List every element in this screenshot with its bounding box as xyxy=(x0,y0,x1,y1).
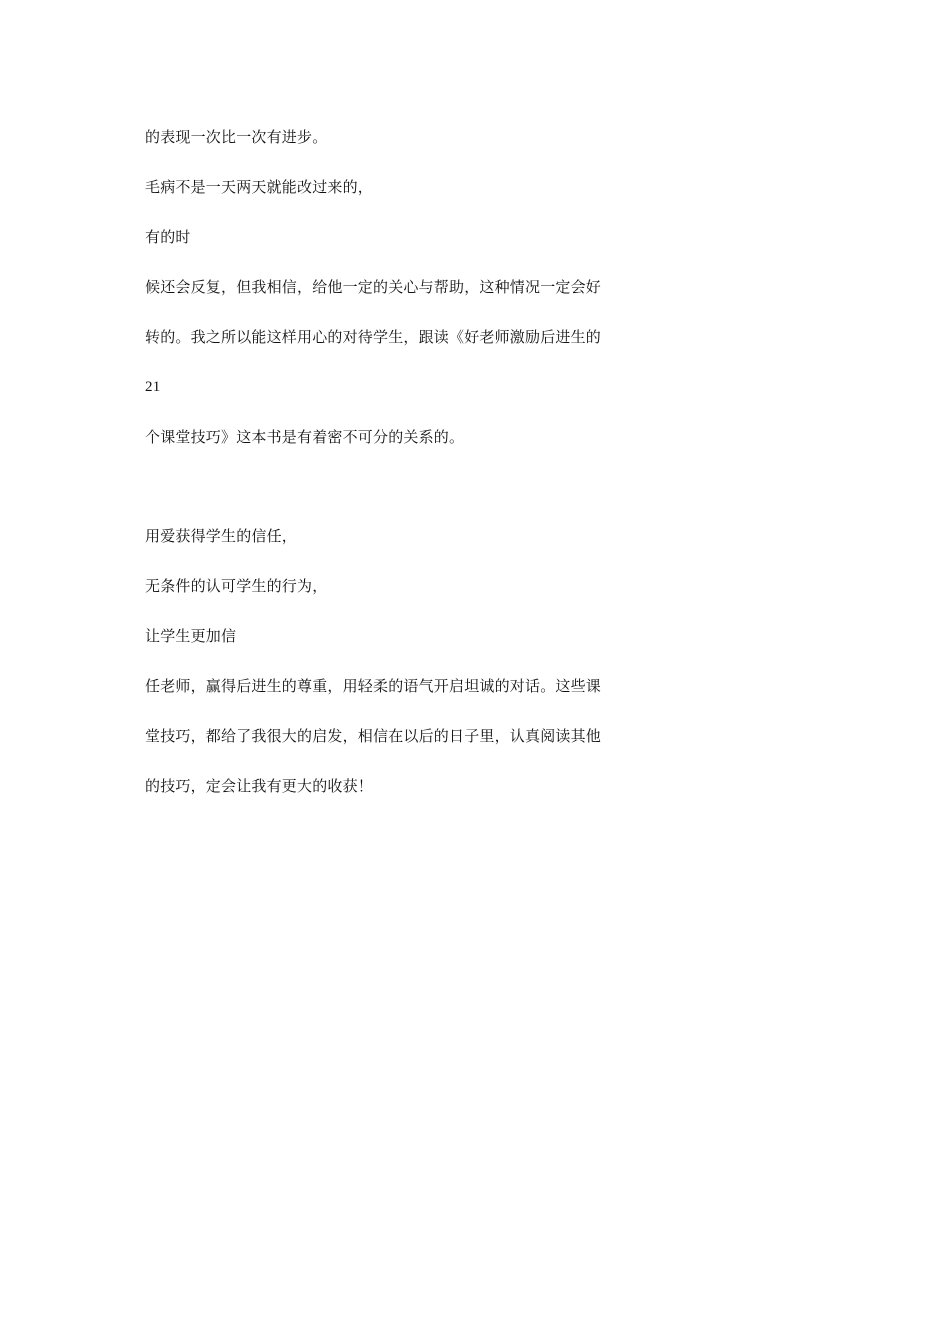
text-line: 任老师，赢得后进生的尊重，用轻柔的语气开启坦诚的对话。这些课 xyxy=(145,677,602,695)
text-line: 的技巧，定会让我有更大的收获！ xyxy=(145,777,374,795)
text-line: 有的时 xyxy=(145,228,191,246)
text-line: 个课堂技巧》这本书是有着密不可分的关系的。 xyxy=(145,428,465,446)
text-line: 让学生更加信 xyxy=(145,627,237,645)
text-line: 候还会反复，但我相信，给他一定的关心与帮助，这种情况一定会好 xyxy=(145,278,602,296)
text-line: 毛病不是一天两天就能改过来的， xyxy=(145,178,374,196)
text-line: 的表现一次比一次有进步。 xyxy=(145,128,328,146)
text-line: 无条件的认可学生的行为， xyxy=(145,577,328,595)
text-line: 21 xyxy=(145,379,161,395)
text-line: 堂技巧，都给了我很大的启发，相信在以后的日子里，认真阅读其他 xyxy=(145,727,602,745)
text-line: 转的。我之所以能这样用心的对待学生，跟读《好老师激励后进生的 xyxy=(145,328,602,346)
text-line: 用爱获得学生的信任， xyxy=(145,527,298,545)
